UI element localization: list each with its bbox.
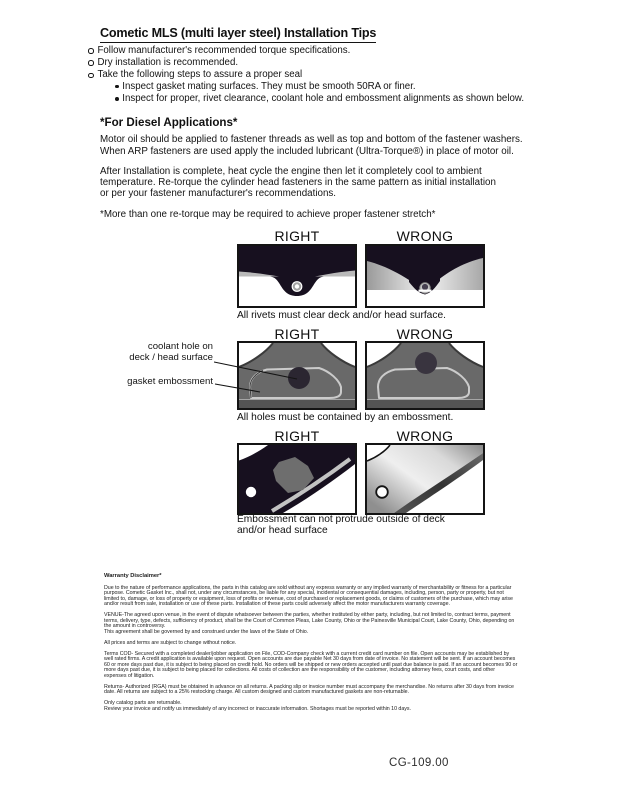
warranty-section <box>104 574 518 718</box>
diesel-paragraph <box>100 166 552 200</box>
wrong-column-label: WRONG <box>396 428 454 444</box>
right-column-label: RIGHT <box>274 428 320 444</box>
circle-bullet-icon <box>88 48 94 54</box>
holes-caption: All holes must be contained by an embossment. <box>237 412 454 423</box>
tip-text: Take the following steps to assure a proper seal <box>97 69 303 81</box>
embossment-caption: Embossment can not protrude outside of deck and/or head surface <box>237 514 445 536</box>
right-column-label: RIGHT <box>274 228 320 244</box>
coolant-hole-label: coolant hole on deck / head surface <box>129 341 213 363</box>
rivet-clearance-right-diagram <box>237 244 357 308</box>
page-title: Cometic MLS (multi layer steel) Installation Tips <box>100 26 376 43</box>
warranty-paragraph: Only catalog parts are returnable. <box>104 700 182 707</box>
warranty-paragraph: Review your invoice and notify us immediately of any incorrect or inaccurate information. Shortages must be reported within 10 days. <box>104 705 411 712</box>
warranty-paragraph: VENUE-The agreed upon venue, in the event of dispute whatsoever between the parties, whether instituted by either party, including, but not limited to, contract terms, payment terms, delivery, type, defects, sufficiency of product, shall be the Court of Common Pleas, Lake County, Ohio or the Painesville Municipal Court, Lake County, Ohio, depending on the amount in controversy. <box>104 612 515 630</box>
rivet-clearance-wrong-diagram <box>365 244 485 308</box>
list-item <box>88 58 524 68</box>
page-code: CG-109.00 <box>389 757 449 769</box>
rivet-caption: All rivets must clear deck and/or head surface. <box>237 310 446 321</box>
wrong-column-label: WRONG <box>396 326 454 342</box>
paragraph-line: Motor oil should be applied to fastener threads as well as top and bottom of the fastener washers. <box>100 134 523 146</box>
sub-list-item <box>115 94 524 104</box>
bolt-hole-icon <box>376 486 388 498</box>
paragraph-line: After Installation is complete, heat cycle the engine then let it completely cool to ambient <box>100 165 482 177</box>
diesel-heading: *For Diesel Applications* <box>100 116 238 129</box>
list-item <box>88 70 524 80</box>
paragraph-line: or per your fastener manufacturer's recommendations. <box>100 188 337 200</box>
warranty-paragraph: Terms COD- Secured with a completed dealer/jobber application on File, COD-Company check with a current credit card number on file. Open accounts may be established by well rated firms. A credit application is available upon request. Open accounts are due payable Net 30 days from date of invoice. No statement will be sent. If an account becomes 60 or more days past due, it is subject to being placed on credit hold. No orders will be shipped or new orders accepted until past due balance is paid. If an account becomes 90 or more days past due, it is subject to being placed for collections. All costs of collection are the responsibility of the customer, including attorney fees, court costs, and other expenses of litigation. <box>104 650 518 679</box>
coolant-hole-wrong-diagram <box>365 341 485 410</box>
tip-text: Follow manufacturer's recommended torque specifications. <box>97 45 351 56</box>
diesel-section <box>100 117 552 229</box>
warranty-heading: Warranty Disclaimer* <box>104 573 162 579</box>
right-column-label: RIGHT <box>274 326 320 342</box>
dot-bullet-icon <box>115 97 119 101</box>
embossment-right-diagram <box>237 443 357 515</box>
warranty-paragraph: This agreement shall be governed by and construed under the laws of the State of Ohio. <box>104 628 309 635</box>
wrong-column-label: WRONG <box>396 228 454 244</box>
leader-lines <box>214 352 302 398</box>
embossment-wrong-diagram <box>365 443 485 515</box>
warranty-paragraph: All prices and terms are subject to change without notice. <box>104 639 237 646</box>
circle-bullet-icon <box>88 60 94 66</box>
coolant-hole-icon <box>415 352 437 374</box>
paragraph-line: temperature. Re-torque the cylinder head fasteners in the same pattern as initial installation <box>100 177 496 189</box>
gasket-embossment-label: gasket embossment <box>127 376 213 387</box>
circle-bullet-icon <box>88 73 94 79</box>
warranty-paragraph: Returns- Authorized (RGA) must be obtained in advance on all returns. A packing slip or invoice number must accompany the merchandise. No returns after 30 days from invoice date. All returns are subject to a 25% restocking charge. All custom designed and custom manufactured gaskets are non-returnable. <box>104 683 514 696</box>
retorque-note: *More than one re-torque may be required to achieve proper fastener stretch* <box>100 208 436 220</box>
list-item <box>88 46 524 56</box>
bolt-hole-icon <box>246 487 256 497</box>
warranty-paragraph: Due to the nature of performance applications, the parts in this catalog are sold without any express warranty or any implied warranty of merchantability or fitness for a particular purpose. Cometic Gasket Inc., shall not, under any circumstances, be liable for any special, incidental or consequential damages, including, person, party or property, but not limited to, damage, or loss of property or equipment, loss of profits or revenue, cost of purchased or replacement goods, or claims of customers of the purchase, which may arise and/or result from sale, installation or use of these parts. Installation of these parts could adversely affect the motor manufacturers warranty coverage. <box>104 584 513 607</box>
dot-bullet-icon <box>115 85 119 89</box>
tip-text: Inspect for proper, rivet clearance, coolant hole and embossment alignments as shown below. <box>122 93 525 105</box>
paragraph-line: When ARP fasteners are used apply the included lubricant (Ultra-Torque®) in place of motor oil. <box>100 145 514 157</box>
diesel-paragraph <box>100 134 552 157</box>
tips-list <box>88 46 524 106</box>
tip-text: Inspect gasket mating surfaces. They must be smooth 50RA or finer. <box>122 81 416 93</box>
sub-list-item <box>115 82 524 92</box>
tip-text: Dry installation is recommended. <box>97 57 239 69</box>
